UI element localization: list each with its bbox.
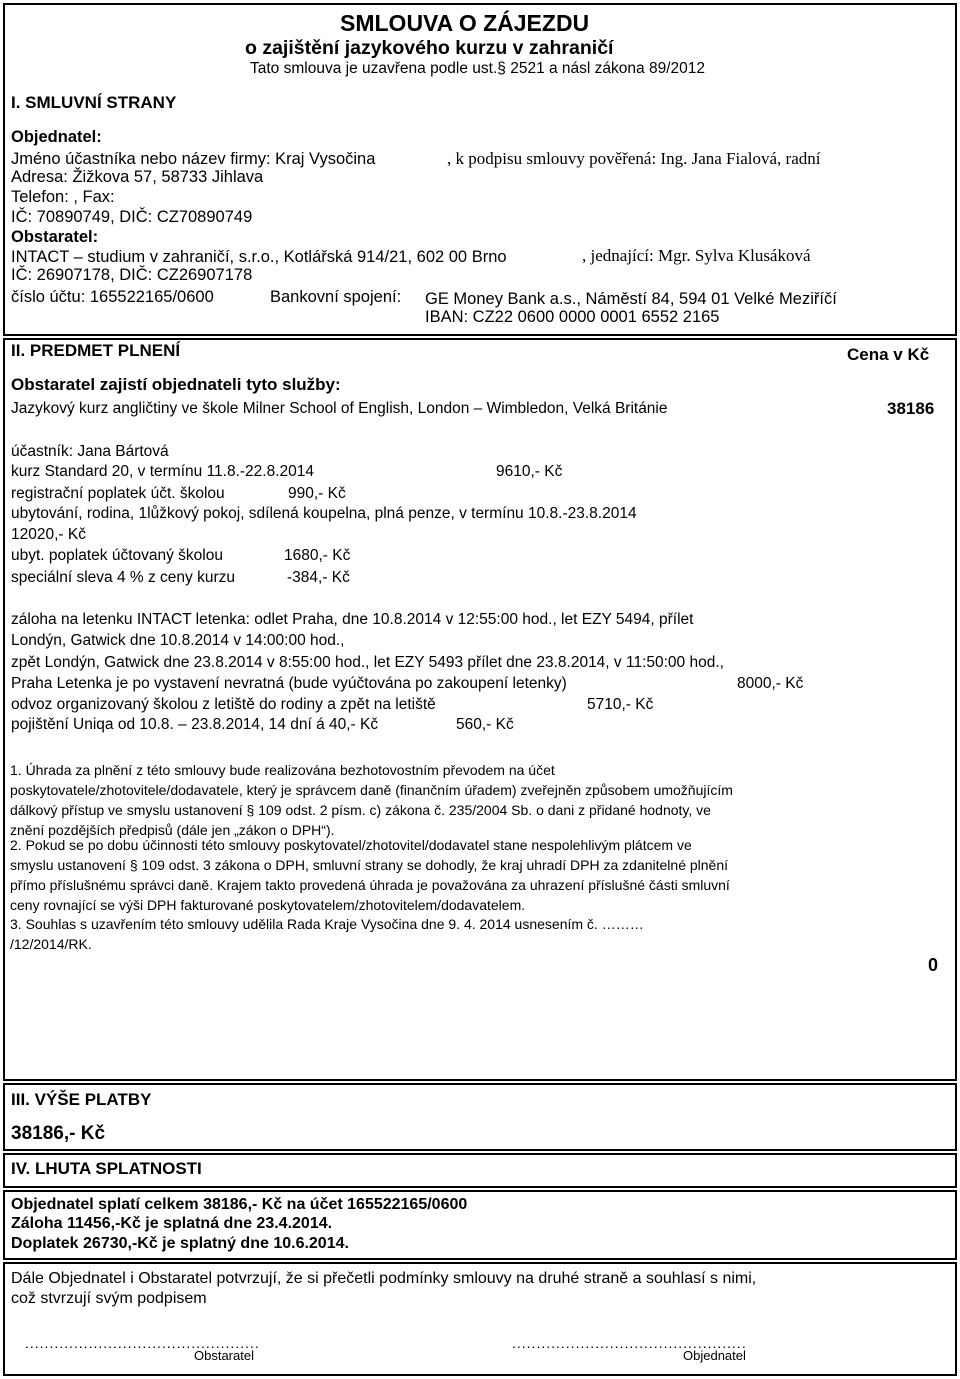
price-column-header: Cena v Kč	[847, 345, 930, 364]
flight-line-2: Londýn, Gatwick dne 10.8.2014 v 14:00:00 hod.,	[11, 632, 345, 649]
client-name: Jméno účastníka nebo název firmy: Kraj Vysočina	[11, 150, 376, 168]
terms-3-line: /12/2014/RK.	[10, 936, 92, 952]
provider-representative: , jednající: Mgr. Sylva Klusáková	[582, 246, 811, 265]
provider-label: Obstaratel:	[11, 228, 99, 246]
terms-paragraph-3	[10, 914, 810, 954]
insurance-label: pojištění Uniqa od 10.8. – 23.8.2014, 14 dní á 40,- Kč	[11, 716, 379, 733]
participant: účastník: Jana Bártová	[11, 443, 169, 460]
client-label: Objednatel:	[11, 128, 102, 146]
transfer-value: 5710,- Kč	[587, 696, 654, 713]
flight-note: Praha Letenka je po vystavení nevratná (bude vyúčtována po zakoupení letenky)	[11, 675, 567, 692]
terms-2-line: 2. Pokud se po dobu účinnosti této smlouvy poskytovatel/zhotovitel/dodavatel stane nespolehlivým plátcem ve	[10, 837, 692, 853]
item-accommodation-fee-label: ubyt. poplatek účtovaný školou	[11, 547, 223, 564]
terms-1-line: znění pozdějších předpisů (dále jen „zákon o DPH“).	[10, 822, 335, 838]
document-subtitle: o zajištění jazykového kurzu v zahraničí	[245, 37, 614, 59]
item-accommodation-fee-value: 1680,- Kč	[284, 547, 351, 564]
section-heading-amount: III. VÝŠE PLATBY	[11, 1090, 152, 1109]
item-accommodation-label: ubytování, rodina, 1lůžkový pokoj, sdílená koupelna, plná penze, v termínu 10.8.-23.8.2014	[11, 505, 637, 522]
client-phone: Telefon: , Fax:	[11, 188, 115, 206]
terms-2-line: ceny rovnající se výši DPH fakturované poskytovatelem/zhotovitelem/dodavatelem.	[10, 897, 526, 913]
due-line-advance: Záloha 11456,-Kč je splatná dne 23.4.2014.	[11, 1215, 333, 1232]
item-registration-label: registrační poplatek účt. školou	[11, 485, 225, 502]
course-price: 38186	[887, 399, 935, 418]
signature-line-provider: ................................................	[25, 1335, 260, 1351]
account-number: číslo účtu: 165522165/0600	[11, 288, 214, 306]
transfer-label: odvoz organizovaný školou z letiště do rodiny a zpět na letiště	[11, 696, 436, 713]
item-discount-label: speciální sleva 4 % z ceny kurzu	[11, 569, 235, 586]
signature-label-provider: Obstaratel	[194, 1348, 254, 1363]
provider-ids: IČ: 26907178, DIČ: CZ26907178	[11, 266, 253, 284]
section-heading-parties: I. SMLUVNÍ STRANY	[11, 93, 177, 112]
signature-label-client: Objednatel	[683, 1348, 746, 1363]
provider-name: INTACT – studium v zahraničí, s.r.o., Kotlářská 914/21, 602 00 Brno	[11, 248, 507, 266]
section-heading-due: IV. LHUTA SPLATNOSTI	[11, 1159, 202, 1178]
closing-line-2: což stvrzují svým podpisem	[11, 1290, 207, 1307]
terms-1-line: 1. Úhrada za plnění z této smlouvy bude realizována bezhotovostním převodem na účet	[10, 762, 555, 778]
terms-3-line: 3. Souhlas s uzavřením této smlouvy udělila Rada Kraje Vysočina dne 9. 4. 2014 usnesením č. ………	[10, 916, 644, 932]
item-course-value: 9610,- Kč	[496, 463, 563, 480]
due-line-balance: Doplatek 26730,-Kč je splatný dne 10.6.2014.	[11, 1235, 349, 1252]
terms-paragraph-1	[10, 760, 810, 840]
item-discount-value: -384,- Kč	[287, 569, 350, 586]
course-description: Jazykový kurz angličtiny ve škole Milner School of English, London – Wimbledon, Velká Británie	[11, 400, 668, 417]
client-ids: IČ: 70890749, DIČ: CZ70890749	[11, 208, 253, 226]
terms-price: 0	[928, 955, 939, 975]
terms-paragraph-2	[10, 835, 810, 915]
terms-1-line: poskytovatele/zhotovitele/dodavatele, který je správcem daně (finančním úřadem) zveřejněn způsobem umožňujícím	[10, 782, 733, 798]
terms-2-line: přímo příslušnému správci daně. Krajem takto provedená úhrada je považována za uhrazení příslušné části smluvní	[10, 877, 730, 893]
due-line-total: Objednatel splatí celkem 38186,- Kč na účet 165522165/0600	[11, 1196, 468, 1213]
document-title: SMLOUVA O ZÁJEZDU	[340, 10, 590, 36]
client-address: Adresa: Žižkova 57, 58733 Jihlava	[11, 168, 264, 186]
total-amount: 38186,- Kč	[11, 1123, 106, 1144]
terms-2-line: smyslu ustanovení § 109 odst. 3 zákona o DPH, smluvní strany se dohodly, že kraj uhradí DPH za zdanitelné plnění	[10, 857, 729, 873]
bank-label: Bankovní spojení:	[270, 288, 402, 306]
signature-line-client: ................................................	[512, 1335, 747, 1351]
terms-1-line: dálkový přístup ve smyslu ustanovení § 109 odst. 2 písm. c) zákona č. 235/2004 Sb. o dani z přidané hodnoty, ve	[10, 802, 711, 818]
item-course-label: kurz Standard 20, v termínu 11.8.-22.8.2014	[11, 463, 315, 480]
services-heading: Obstaratel zajistí objednateli tyto služby:	[11, 375, 341, 394]
section-heading-subject: II. PREDMET PLNENÍ	[11, 341, 181, 360]
item-accommodation-value: 12020,- Kč	[11, 526, 86, 543]
document-legal-note: Tato smlouva je uzavřena podle ust.§ 2521 a násl zákona 89/2012	[250, 60, 705, 77]
bank-iban: IBAN: CZ22 0600 0000 0001 6552 2165	[425, 308, 720, 326]
flight-line-1: záloha na letenku INTACT letenka: odlet Praha, dne 10.8.2014 v 12:55:00 hod., let EZY 5494, přílet	[11, 611, 694, 628]
flight-value: 8000,- Kč	[737, 675, 804, 692]
flight-line-3: zpět Londýn, Gatwick dne 23.8.2014 v 8:55:00 hod., let EZY 5493 přílet dne 23.8.2014, v 11:50:00 hod.,	[11, 654, 724, 671]
client-signatory: , k podpisu smlouvy pověřená: Ing. Jana Fialová, radní	[447, 149, 821, 168]
bank-name: GE Money Bank a.s., Náměstí 84, 594 01 Velké Meziříčí	[425, 290, 837, 308]
item-registration-value: 990,- Kč	[288, 485, 346, 502]
insurance-value: 560,- Kč	[456, 716, 514, 733]
closing-line-1: Dále Objednatel i Obstaratel potvrzují, že si přečetli podmínky smlouvy na druhé straně a souhlasí s nimi,	[11, 1270, 757, 1287]
